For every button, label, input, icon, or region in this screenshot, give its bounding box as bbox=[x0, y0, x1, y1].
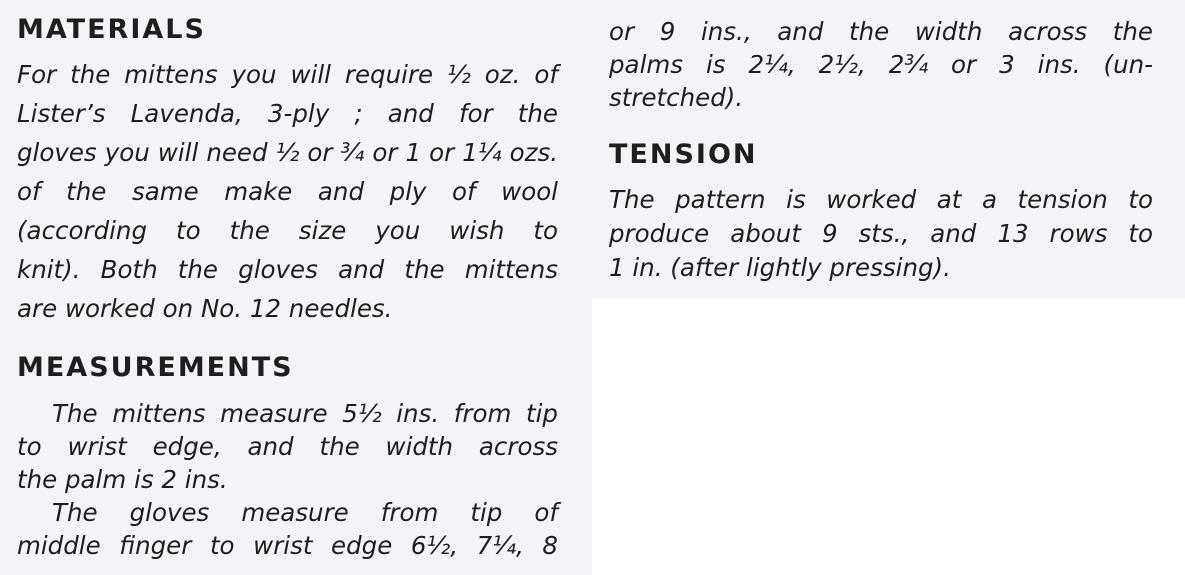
tension-line: produce about 9 sts., and 13 rows to bbox=[609, 219, 1153, 248]
materials-line: For the mittens you will require ½ oz. of bbox=[17, 60, 558, 89]
tension-heading: TENSION bbox=[609, 139, 758, 170]
measurements-line: middle finger to wrist edge 6½, 7¼, 8 bbox=[17, 531, 558, 560]
measurements-heading: MEASUREMENTS bbox=[17, 352, 294, 383]
materials-line: knit). Both the gloves and the mittens bbox=[17, 255, 558, 284]
measurements-line: The gloves measure from tip of bbox=[52, 498, 558, 527]
materials-heading: MATERIALS bbox=[17, 14, 206, 45]
measurements-line: stretched). bbox=[609, 83, 744, 112]
materials-line: (according to the size you wish to bbox=[17, 216, 558, 245]
measurements-line: or 9 ins., and the width across the bbox=[609, 17, 1153, 46]
measurements-line: palms is 2¼, 2½, 2¾ or 3 ins. (un- bbox=[609, 50, 1153, 79]
materials-line: gloves you will need ½ or ¾ or 1 or 1¼ ozs. bbox=[17, 138, 558, 167]
materials-line: are worked on No. 12 needles. bbox=[17, 294, 393, 323]
materials-line: of the same make and ply of wool bbox=[17, 177, 558, 206]
measurements-line: The mittens measure 5½ ins. from tip bbox=[52, 399, 558, 428]
tension-line: The pattern is worked at a tension to bbox=[609, 185, 1153, 214]
measurements-line: the palm is 2 ins. bbox=[17, 465, 228, 494]
measurements-line: to wrist edge, and the width across bbox=[17, 432, 558, 461]
tension-line: 1 in. (after lightly pressing). bbox=[609, 253, 951, 282]
materials-line: Lister’s Lavenda, 3-ply ; and for the bbox=[17, 99, 558, 128]
